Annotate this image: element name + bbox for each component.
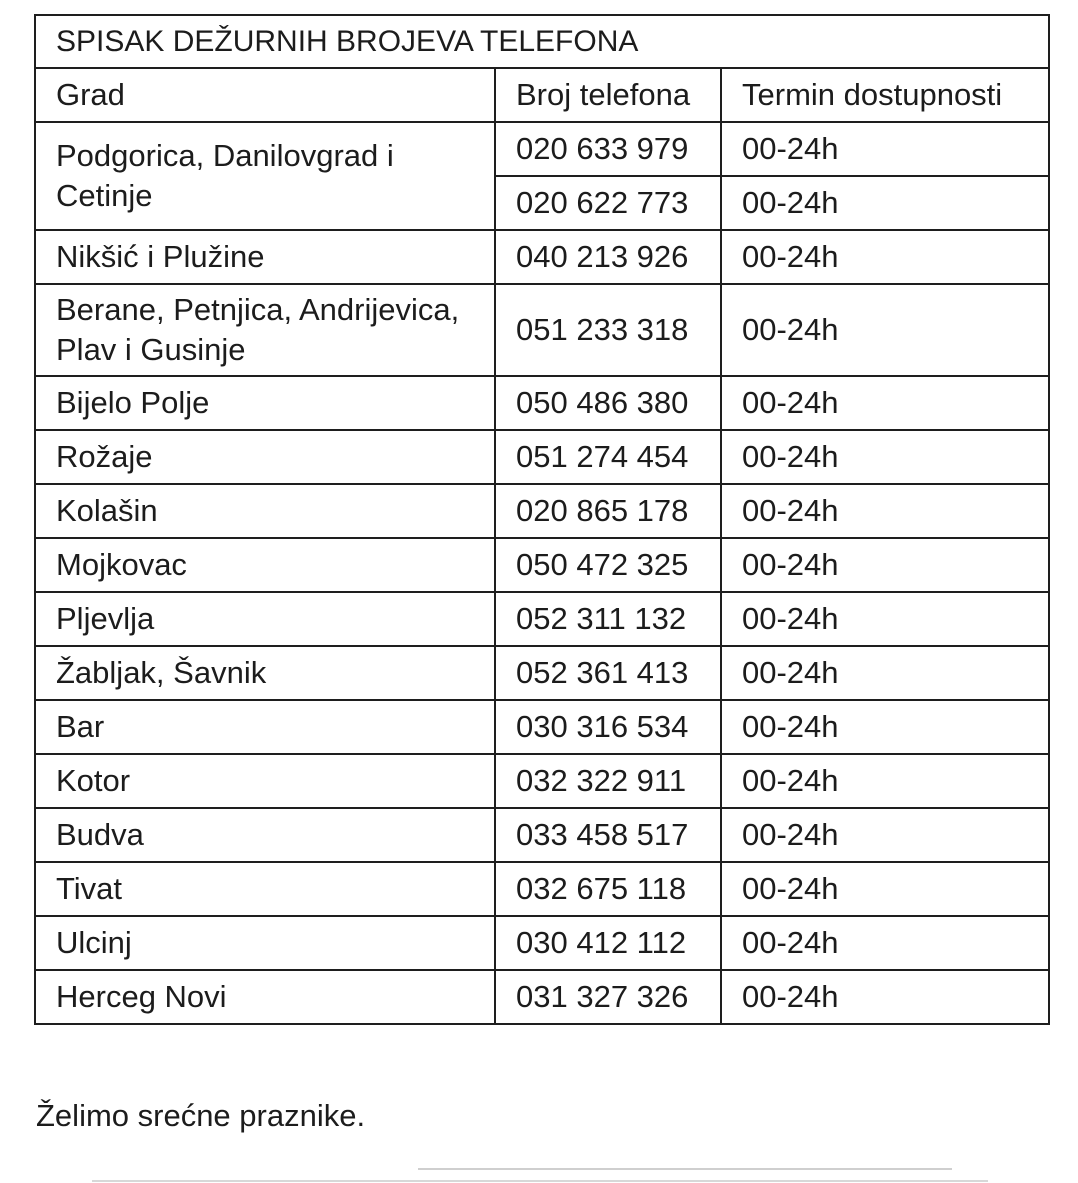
phone-cell[interactable]: 052 311 132 [495, 592, 721, 646]
availability-cell: 00-24h [721, 376, 1049, 430]
phone-cell[interactable]: 040 213 926 [495, 230, 721, 284]
phone-cell[interactable]: 050 472 325 [495, 538, 721, 592]
phone-cell[interactable]: 051 274 454 [495, 430, 721, 484]
city-cell: Bar [35, 700, 495, 754]
table-row [35, 592, 1049, 646]
city-cell: Mojkovac [35, 538, 495, 592]
availability-cell: 00-24h [721, 430, 1049, 484]
availability-cell: 00-24h [721, 862, 1049, 916]
city-cell: Podgorica, Danilovgrad i Cetinje [35, 122, 495, 230]
phone-cell[interactable]: 031 327 326 [495, 970, 721, 1024]
availability-cell: 00-24h [721, 122, 1049, 176]
city-cell: Kolašin [35, 484, 495, 538]
availability-cell: 00-24h [721, 754, 1049, 808]
phone-cell[interactable]: 032 322 911 [495, 754, 721, 808]
table-row [35, 430, 1049, 484]
table-row [35, 376, 1049, 430]
city-cell: Berane, Petnjica, Andrijevica, Plav i Gusinje [35, 284, 495, 376]
table-row [35, 284, 1049, 376]
table-row [35, 970, 1049, 1024]
city-cell: Kotor [35, 754, 495, 808]
phone-cell[interactable]: 030 412 112 [495, 916, 721, 970]
table-row [35, 484, 1049, 538]
availability-cell: 00-24h [721, 592, 1049, 646]
availability-cell: 00-24h [721, 484, 1049, 538]
header-availability: Termin dostupnosti [721, 68, 1049, 122]
table-title-row [35, 15, 1049, 68]
divider-line [418, 1168, 952, 1170]
city-cell: Ulcinj [35, 916, 495, 970]
phone-cell[interactable]: 030 316 534 [495, 700, 721, 754]
table-row [35, 230, 1049, 284]
availability-cell: 00-24h [721, 646, 1049, 700]
table-row [35, 916, 1049, 970]
table-title: SPISAK DEŽURNIH BROJEVA TELEFONA [35, 15, 1049, 68]
table-row [35, 862, 1049, 916]
table-row [35, 122, 1049, 176]
city-cell: Žabljak, Šavnik [35, 646, 495, 700]
availability-cell: 00-24h [721, 916, 1049, 970]
city-cell: Tivat [35, 862, 495, 916]
phone-cell[interactable]: 050 486 380 [495, 376, 721, 430]
header-city: Grad [35, 68, 495, 122]
phone-cell[interactable]: 033 458 517 [495, 808, 721, 862]
table-row [35, 754, 1049, 808]
phone-cell[interactable]: 020 865 178 [495, 484, 721, 538]
phone-cell[interactable]: 032 675 118 [495, 862, 721, 916]
availability-cell: 00-24h [721, 700, 1049, 754]
availability-cell: 00-24h [721, 284, 1049, 376]
city-cell: Bijelo Polje [35, 376, 495, 430]
city-cell: Budva [35, 808, 495, 862]
divider-line [92, 1180, 988, 1182]
city-cell: Herceg Novi [35, 970, 495, 1024]
phone-cell[interactable]: 051 233 318 [495, 284, 721, 376]
table-header-row [35, 68, 1049, 122]
availability-cell: 00-24h [721, 970, 1049, 1024]
availability-cell: 00-24h [721, 538, 1049, 592]
table-row [35, 808, 1049, 862]
phone-directory-table [34, 14, 1050, 1025]
closing-greeting: Želimo srećne praznike. [36, 1098, 366, 1133]
city-cell: Pljevlja [35, 592, 495, 646]
availability-cell: 00-24h [721, 230, 1049, 284]
phone-cell[interactable]: 020 622 773 [495, 176, 721, 230]
table-row [35, 646, 1049, 700]
phone-cell[interactable]: 052 361 413 [495, 646, 721, 700]
city-cell: Rožaje [35, 430, 495, 484]
city-cell: Nikšić i Plužine [35, 230, 495, 284]
table-row [35, 700, 1049, 754]
header-phone: Broj telefona [495, 68, 721, 122]
table-row [35, 538, 1049, 592]
phone-cell[interactable]: 020 633 979 [495, 122, 721, 176]
availability-cell: 00-24h [721, 176, 1049, 230]
availability-cell: 00-24h [721, 808, 1049, 862]
